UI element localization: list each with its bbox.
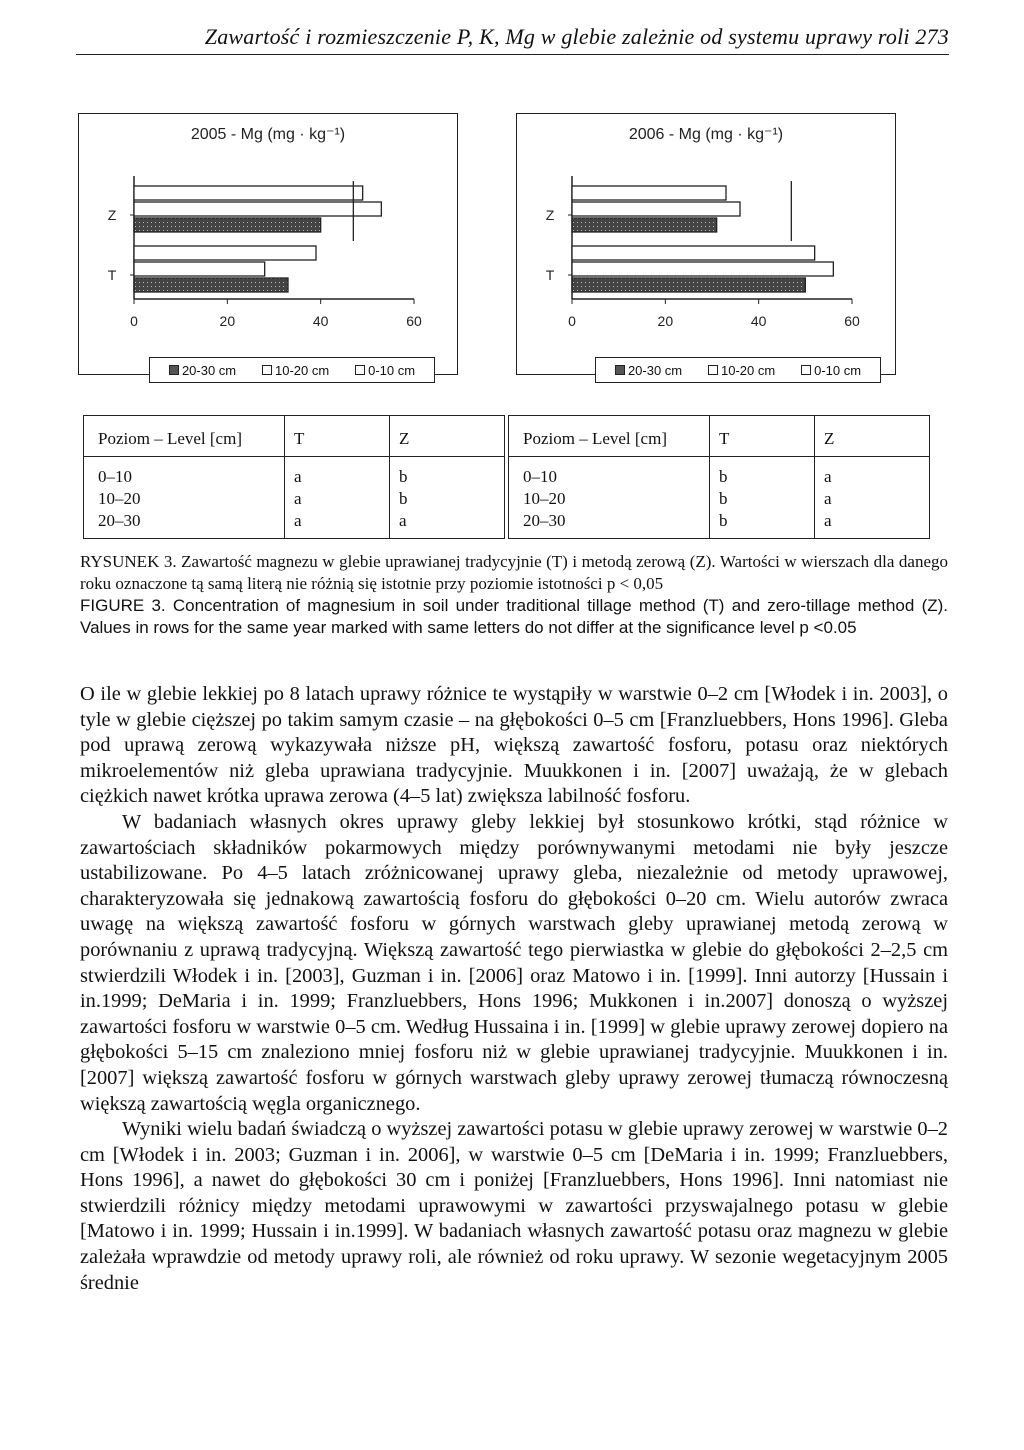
legend-label: 10-20 cm [275,362,330,378]
table-cell: b [719,511,728,530]
x-tick-label: 60 [844,313,860,329]
x-tick-label: 0 [568,313,576,329]
running-title: Zawartość i rozmieszczenie P, K, Mg w glebie zależnie od systemu uprawy roli 273 [204,24,949,49]
bar [572,218,717,232]
table-header-cell: Poziom – Level [cm] [523,429,667,448]
paragraph: W badaniach własnych okres uprawy gleby lekkiej był stosunkowo krótki, stąd różnice w zawartościach składników pokarmowych między porównywanymi metodami nie były jeszcze ustabilizowane. Po 4–5 latach zróżnicowanej uprawy gleba, niezależnie od metody uprawowej, charakteryzowała się jednakową zawartością fosforu do głębokości 0–20 cm. Wielu autorów zwraca uwagę na większą zawartość fosforu w górnych warstwach gleby uprawianej metodą zerową w porównaniu z uprawą tradycyjną. Większą zawartość tego pierwiastka w glebie do głębokości 2–2,5 cm stwierdzili Włodek i in. [2003], Guzman i in. [2006] oraz Matowo i in. [1999]. Inni autorzy [Hussain i in.1999; DeMaria i in. 1999; Franzluebbers, Hons 1996; Mukkonen i in.2007] donoszą o wyższej zawartości fosforu w warstwie 0–5 cm. Według Hussaina i in. [1999] w glebie uprawy zerowej dopiero na głębokości 5–15 cm znaleziono mniej fosforu niż w glebie uprawianej tradycyjnie. Muukkonen i in. [2007] większą zawartość fosforu w górnych warstwach gleby uprawy zerowej tłumaczą równoczesną większą zawartością węgla organicznego. [80,810,948,1115]
legend-swatch [262,365,272,375]
table-cell: 20–30 [98,511,141,530]
bar [134,262,265,276]
legend-item [355,363,415,378]
chart-legend [595,357,881,383]
caption-en: FIGURE 3. Concentration of magnesium in soil under traditional tillage method (T) and zero-tillage method (Z). Values in rows for the same year marked with same letters do not differ at the significance level p <0.05 [80,596,948,637]
table-row [84,488,504,510]
significance-table-2005 [83,415,505,539]
table-row [509,510,929,532]
table-cell: a [294,511,302,530]
significance-table-2006 [508,415,930,539]
table-cell: a [399,511,407,530]
paragraph: O ile w glebie lekkiej po 8 latach uprawy różnice te wystąpiły w warstwie 0–2 cm [Włodek i in. 2003], o tyle w glebie cięższej po takim samym czasie – na głębokości 0–5 cm [Franzluebbers, Hons 1996]. Gleba pod uprawą zerową wykazywała niższe pH, większą zawartość fosforu, potasu oraz niektórych mikroelementów niż gleba uprawiana tradycyjnie. Muukkonen i in. [2007] uważają, że w glebach ciężkich nawet krótka uprawa zerowa (4–5 lat) zwiększa labilność fosforu. [80,683,948,808]
bar [572,186,726,200]
x-tick-label: 40 [750,313,767,329]
category-label: Z [545,207,555,223]
legend-label: 0-10 cm [368,362,416,378]
x-tick-label: 20 [219,313,236,329]
bar [572,246,815,260]
chart-svg [79,114,459,376]
table-row [509,466,929,488]
table-header-cell: Z [824,429,835,448]
table-header-cell: Z [399,429,410,448]
x-tick-label: 0 [130,313,138,329]
table-header-cell: T [719,429,730,448]
body-text [80,682,948,1296]
legend-swatch [615,365,625,375]
table-cell: b [399,467,408,486]
legend-label: 0-10 cm [814,362,862,378]
category-label: Z [107,207,117,223]
chart-title: 2005 - Mg (mg · kg⁻¹) [190,126,346,143]
legend-label: 20-30 cm [627,362,683,378]
chart-2006 [516,113,896,378]
legend-item [801,363,861,378]
legend-label: 10-20 cm [721,362,776,378]
table-cell: a [824,511,832,530]
bar [134,218,321,232]
legend-item [615,363,682,378]
table-cell: 20–30 [523,511,566,530]
legend-swatch [801,365,811,375]
legend-label: 20-30 cm [181,362,237,378]
table-cell: 0–10 [98,467,132,486]
table-cell: b [719,489,728,508]
legend-item [708,363,775,378]
legend-item [262,363,329,378]
caption-pl: RYSUNEK 3. Zawartość magnezu w glebie uprawianej tradycyjnie (T) i metodą zerową (Z). Wartości w wierszach dla danego roku oznaczone tą samą literą nie różnią się istotnie przy poziomie istotności p < 0,05 [80,552,948,593]
table-header-rule [509,456,929,457]
bar [572,262,833,276]
category-label: T [107,267,117,283]
figure-caption [80,551,948,639]
table-cell: 0–10 [523,467,557,486]
table-row [84,466,504,488]
bar [134,278,288,292]
table-row [84,510,504,532]
table-cell: a [824,489,832,508]
chart-legend [149,357,435,383]
running-header [76,22,949,55]
table-cell: a [294,467,302,486]
chart-svg [517,114,897,376]
bar [572,202,740,216]
table-cell: b [399,489,408,508]
table-header-cell: Poziom – Level [cm] [98,429,242,448]
table-row [509,488,929,510]
bar [134,202,381,216]
bar [134,186,363,200]
x-tick-label: 60 [406,313,422,329]
category-label: T [545,267,555,283]
x-tick-label: 20 [657,313,674,329]
x-tick-label: 40 [312,313,329,329]
table-cell: a [294,489,302,508]
legend-swatch [708,365,718,375]
table-header-row [84,428,504,450]
table-cell: 10–20 [98,489,141,508]
table-cell: 10–20 [523,489,566,508]
table-header-rule [84,456,504,457]
legend-swatch [355,365,365,375]
paragraph: Wyniki wielu badań świadczą o wyższej zawartości potasu w glebie uprawy zerowej w warstwie 0–2 cm [Włodek i in. 2003; Guzman i in. 2006], w warstwie 0–5 cm [DeMaria i in. 1999; Franzluebbers, Hons 1996], a nawet do głębokości 30 cm i poniżej [Franzluebbers, Hons 1996]. Inni natomiast nie stwierdzili różnicy między metodami uprawowymi w zawartości przyswajalnego potasu w glebie [Matowo i in. 1999; Hussain i in.1999]. W badaniach własnych zawartość potasu oraz magnezu w glebie zależała wprawdzie od metody uprawy roli, ale również od roku uprawy. W sezonie wegetacyjnym 2005 średnie [80,1118,948,1294]
table-header-cell: T [294,429,305,448]
legend-item [169,363,236,378]
chart-title: 2006 - Mg (mg · kg⁻¹) [628,126,784,143]
table-header-row [509,428,929,450]
bar [572,278,805,292]
chart-2005 [78,113,458,378]
table-cell: b [719,467,728,486]
bar [134,246,316,260]
table-cell: a [824,467,832,486]
legend-swatch [169,365,179,375]
